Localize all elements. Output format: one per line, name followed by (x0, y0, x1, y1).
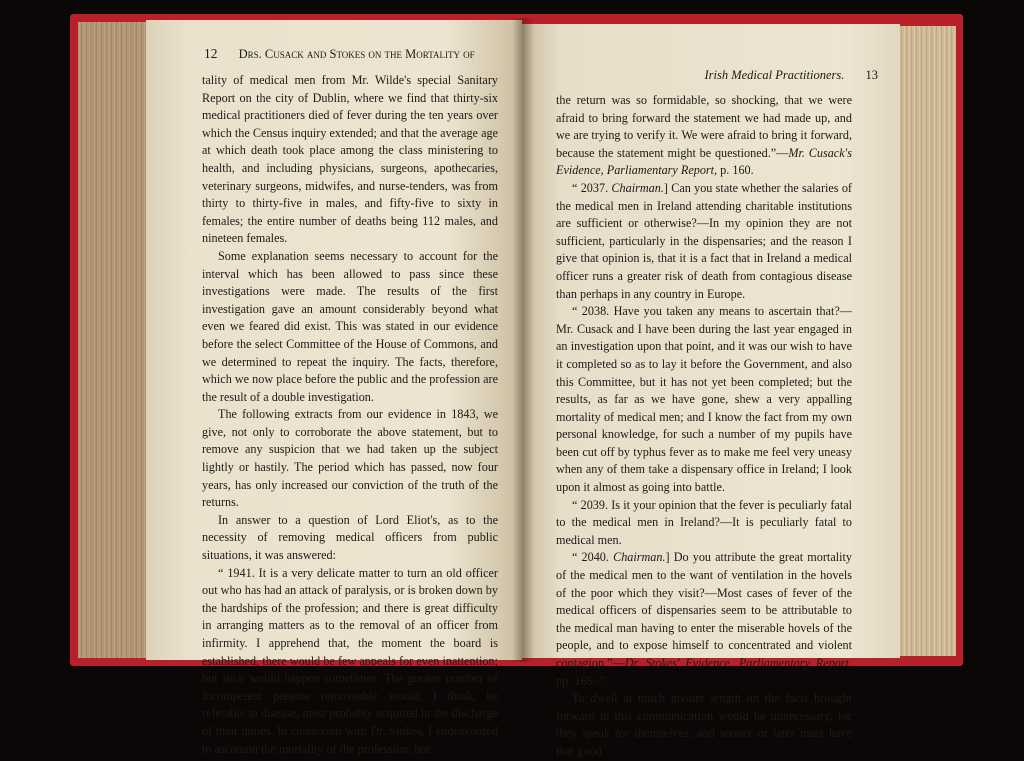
right-paragraph (556, 92, 852, 180)
left-head-title: Drs. Cusack and Stokes on the Mortality of (238, 47, 475, 61)
right-page-body (556, 92, 852, 761)
text-run: “ 2040. (572, 550, 614, 565)
right-paragraph (556, 180, 852, 303)
citation: Mr. Cusack's Evidence, Parliamentary Report, (556, 145, 852, 178)
right-paragraph: “ 2039. Is it your opinion that the fever is peculiarly fatal to the medical men in Ireland?—It is peculiarly fatal to medical men. (556, 497, 852, 547)
right-paragraph: To dwell at much greater length on the facts brought forward in this communication would be unnecessary, for they speak for themselves, and sooner or later must have that good (556, 691, 852, 758)
left-page-number: 12 (204, 46, 218, 61)
left-paragraph: In answer to a question of Lord Eliot's, as to the necessity of removing medical officers from public situations, it was answered: (202, 512, 498, 563)
left-paragraph: Some explanation seems necessary to account for the interval which has been allowed to pass since these investigations were made. The results of the first investigation gave an amount considerably beyond what even we feared did exist. This was stated in our evidence before the select Committee of the House of Commons, and we determined to repeat the inquiry. The facts, therefore, which we now place before the public and the profession are the result of a double investigation. (202, 248, 498, 404)
text-run: pp. 166–7. (556, 673, 608, 688)
right-running-head (622, 68, 878, 83)
right-page-number: 13 (865, 68, 878, 82)
citation: Dr. Stokes' Evidence, Parliamentary Report, (624, 656, 852, 670)
right-paragraph: “ 2038. Have you taken any means to ascertain that?—Mr. Cusack and I have been during the last year engaged in an investigation upon that point, and it was our wish to have it completed so as to lay it before the Government, and also this Committee, but it has not yet been completed; but the results, as far as we have gone, shew a very appalling mortality of medical men; and I know the fact from my own personal knowledge, for such a number of my pupils have been cut off by typhus fever as to make me feel very uneasy when any of them take a dispensary office in Ireland; I look upon it almost as going into battle. (556, 304, 852, 495)
left-page-edges (78, 22, 150, 658)
speaker: Chairman. (613, 550, 666, 565)
text-run: ] Do you attribute the great mortality of the medical men to the want of ventilation in the hovels of the poor which they visit?—Most cases of fever of the medical officers of dispensaries seem to be attributable to the medical man having to enter the miserable hovels of the people, and to expose himself to concentrated and violent contagion.”— (556, 550, 852, 670)
text-run: p. 160. (717, 163, 754, 178)
right-paragraph (556, 549, 852, 690)
right-head-title: Irish Medical Practitioners. (704, 68, 845, 82)
text-run: “ 2037. (572, 180, 612, 195)
left-running-head (204, 46, 504, 62)
left-paragraph: tality of medical men from Mr. Wilde's special Sanitary Report on the city of Dublin, where we find that thirty-six medical practitioners died of fever during the ten years over which the Census inquiry extended; and that the average age at which death took place among the class ministering to health, and including physicians, surgeons, apothecaries, veterinary surgeons, midwifes, and nurse-tenders, was from thirty to thirty-five in males, and fifty-five to sixty in females; the entire number of deaths being 112 males, and nineteen females. (202, 73, 498, 246)
right-page (522, 24, 900, 758)
text-run: the return was so formidable, so shocking, that we were afraid to bring forward the statement we had made up, and we are trying to verify it. We were afraid to bring it forward, because the statement might be questioned.”— (556, 93, 852, 160)
speaker: Chairman. (611, 180, 664, 195)
left-page (146, 20, 522, 756)
left-page-body (202, 72, 498, 758)
left-paragraph: The following extracts from our evidence in 1843, we give, not only to corroborate the above statement, but to remove any suspicion that we had taken up the subject lightly or hastily. The period which has passed, now four years, has only increased our conviction of the truth of the returns. (202, 407, 498, 510)
book-gutter (512, 18, 534, 662)
left-paragraph: “ 1941. It is a very delicate matter to turn an old officer out who has had an attack of paralysis, or is broken down by the hardships of the profession; and there is great difficulty in arranging matters as to the removal of an officer from infirmity. I apprehend that, the moment the board is established, there would be few appeals for even inattention; but such would happen sometimes. The greater number of incompetent persons removeable would, I think, be referable to disease, most probably acquired in the discharge of their duties. In connexion with Dr. Stokes, I endeavoured to ascertain the mortality of the profession, but (202, 565, 498, 756)
right-page-edges (898, 26, 956, 656)
text-run: ] Can you state whether the salaries of the medical men in Ireland attending charitable institutions are sufficient or otherwise?—In my opinion they are not sufficient, particularly in the dispensaries; and the reason I give that opinion is, that it is a fact that in Ireland a medical officer runs a greater risk of death from contagious disease than perhaps in any country in Europe. (556, 180, 852, 301)
